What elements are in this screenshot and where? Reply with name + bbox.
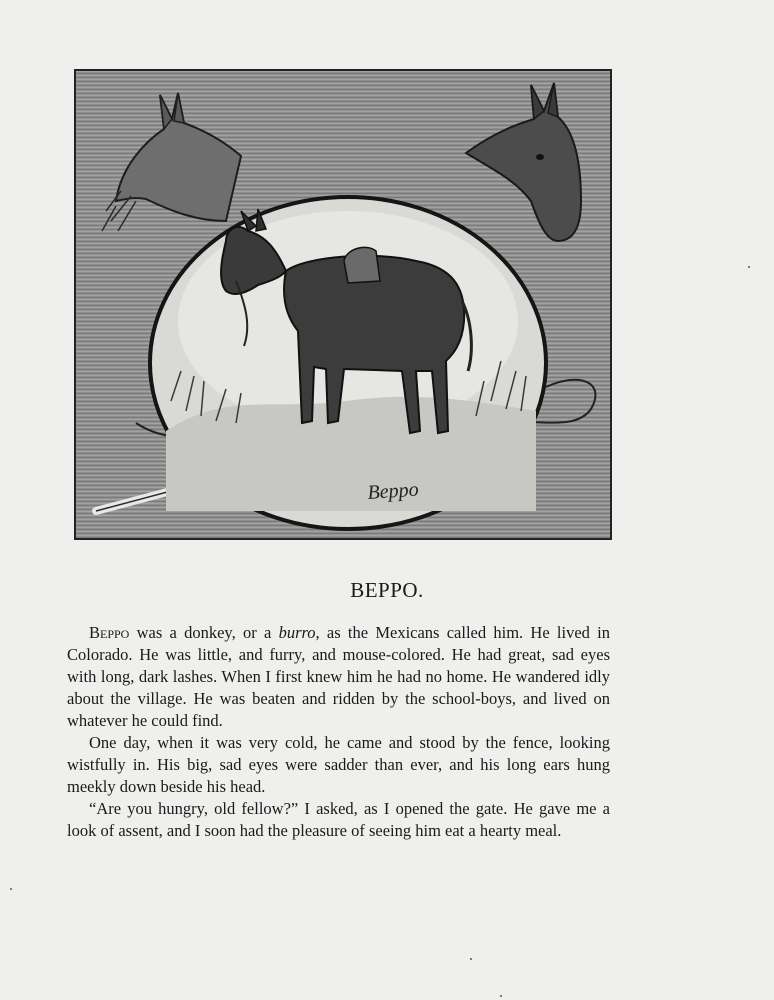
story-body bbox=[67, 622, 610, 842]
italic-word-burro: burro bbox=[278, 623, 316, 642]
story-title: BEPPO. bbox=[350, 578, 424, 602]
paragraph-1-text-b: , as the Mexicans called him. He lived in Colorado. He was little, and furry, and mouse-colored. He had great, sad eyes with long, dark lashes. When I first knew him he had no home. He wandered idly about the village. He was beaten and ridden by the school-boys, and lived on whatever he could find. bbox=[67, 623, 610, 730]
paragraph-1-text-a: was a donkey, or a bbox=[129, 623, 279, 642]
paragraph-2: One day, when it was very cold, he came and stood by the fence, looking wistfully in. His big, sad eyes were sadder than ever, and his long ears hung meekly down beside his head. bbox=[67, 733, 610, 796]
paper-speck bbox=[470, 958, 472, 960]
paper-speck bbox=[748, 266, 750, 268]
artist-signature: Beppo bbox=[366, 478, 420, 504]
opening-word: Beppo bbox=[89, 623, 130, 642]
paper-speck bbox=[10, 888, 12, 890]
left-donkey-head bbox=[102, 93, 241, 231]
right-donkey-head bbox=[466, 83, 581, 241]
paragraph-3: “Are you hungry, old fellow?” I asked, as I opened the gate. He gave me a look of assent, and I soon had the pleasure of seeing him eat a hearty meal. bbox=[67, 799, 610, 840]
paragraph-1 bbox=[67, 622, 610, 732]
paper-speck bbox=[500, 995, 502, 997]
engraving-drawing bbox=[76, 71, 610, 538]
donkey-engraving bbox=[74, 69, 612, 540]
